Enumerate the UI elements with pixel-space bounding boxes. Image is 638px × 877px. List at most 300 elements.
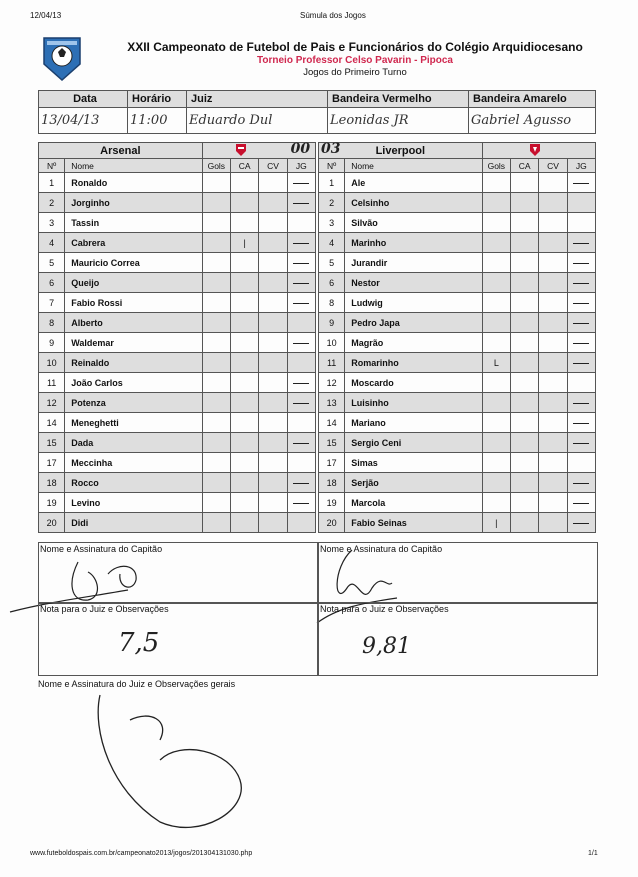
player-jg	[567, 173, 595, 193]
note-label-right: Nota para o Juiz e Observações	[320, 604, 449, 614]
jg-mark	[573, 243, 589, 244]
player-goals	[482, 193, 510, 213]
jg-mark	[573, 403, 589, 404]
player-row	[319, 253, 596, 273]
player-name: Tassin	[65, 213, 202, 233]
player-ca	[510, 413, 538, 433]
player-name: Queijo	[65, 273, 202, 293]
player-name: Jurandir	[345, 253, 482, 273]
player-jg	[287, 373, 315, 393]
player-name: Potenza	[65, 393, 202, 413]
jg-mark	[293, 283, 309, 284]
player-goals	[482, 413, 510, 433]
player-ca	[510, 233, 538, 253]
jg-mark	[293, 403, 309, 404]
player-ca	[230, 393, 258, 413]
col-cv: CV	[539, 159, 567, 173]
player-number: 3	[39, 213, 65, 233]
player-number: 19	[39, 493, 65, 513]
jg-mark	[573, 503, 589, 504]
player-number: 8	[319, 293, 345, 313]
player-goals	[482, 313, 510, 333]
player-jg	[287, 413, 315, 433]
player-goals: |	[482, 513, 510, 533]
player-cv	[259, 193, 287, 213]
jg-mark	[573, 443, 589, 444]
player-number: 17	[319, 453, 345, 473]
player-ca	[230, 253, 258, 273]
player-jg	[287, 193, 315, 213]
judge-value: Eduardo Dul	[187, 108, 328, 134]
player-name: Cabrera	[65, 233, 202, 253]
col-goals: Gols	[482, 159, 510, 173]
player-row	[39, 233, 316, 253]
player-cv	[259, 353, 287, 373]
player-row	[39, 393, 316, 413]
player-jg	[287, 453, 315, 473]
team-right-crest-cell	[482, 143, 595, 159]
arsenal-crest-icon	[235, 143, 247, 160]
player-goals	[482, 253, 510, 273]
player-ca	[230, 213, 258, 233]
player-jg	[567, 453, 595, 473]
player-ca	[230, 513, 258, 533]
player-cv	[539, 233, 567, 253]
col-ca: CA	[510, 159, 538, 173]
player-row	[39, 453, 316, 473]
jg-mark	[573, 483, 589, 484]
player-ca	[510, 253, 538, 273]
player-number: 15	[319, 433, 345, 453]
player-row	[319, 353, 596, 373]
player-ca	[510, 433, 538, 453]
time-value: 11:00	[128, 108, 187, 134]
player-jg	[287, 233, 315, 253]
print-date: 12/04/13	[30, 11, 62, 20]
player-name: Luisinho	[345, 393, 482, 413]
player-row	[39, 513, 316, 533]
player-number: 12	[39, 393, 65, 413]
player-goals	[202, 333, 230, 353]
col-goals: Gols	[202, 159, 230, 173]
player-name: Ronaldo	[65, 173, 202, 193]
player-goals	[202, 253, 230, 273]
player-row	[39, 253, 316, 273]
player-jg	[567, 513, 595, 533]
player-goals	[482, 393, 510, 413]
player-cv	[259, 393, 287, 413]
player-cv	[539, 413, 567, 433]
match-info-table	[38, 90, 596, 134]
player-ca	[510, 473, 538, 493]
player-jg	[567, 433, 595, 453]
player-cv	[259, 293, 287, 313]
player-cv	[539, 313, 567, 333]
player-number: 5	[319, 253, 345, 273]
player-number: 18	[319, 473, 345, 493]
player-row	[319, 233, 596, 253]
player-goals	[202, 453, 230, 473]
player-jg	[567, 393, 595, 413]
note-label-left: Nota para o Juiz e Observações	[40, 604, 169, 614]
jg-mark	[293, 483, 309, 484]
player-ca	[510, 213, 538, 233]
player-ca	[510, 353, 538, 373]
page-number: 1/1	[588, 850, 598, 857]
round-label: Jogos do Primeiro Turno	[303, 67, 407, 78]
player-number: 1	[39, 173, 65, 193]
player-name: Meccinha	[65, 453, 202, 473]
player-ca	[230, 273, 258, 293]
player-ca	[230, 493, 258, 513]
player-name: Ludwig	[345, 293, 482, 313]
player-row	[39, 473, 316, 493]
player-ca	[510, 393, 538, 413]
player-jg	[567, 253, 595, 273]
jg-mark	[293, 503, 309, 504]
player-number: 11	[319, 353, 345, 373]
jg-mark	[293, 243, 309, 244]
player-name: Mauricio Correa	[65, 253, 202, 273]
player-goals	[202, 273, 230, 293]
player-jg	[567, 213, 595, 233]
player-row	[319, 453, 596, 473]
col-cv: CV	[259, 159, 287, 173]
player-cv	[539, 253, 567, 273]
player-number: 12	[319, 373, 345, 393]
player-jg	[287, 353, 315, 373]
player-number: 1	[319, 173, 345, 193]
jg-mark	[573, 323, 589, 324]
player-ca	[230, 373, 258, 393]
player-jg	[287, 213, 315, 233]
player-cv	[539, 373, 567, 393]
yellow-flag-value: Gabriel Agusso	[469, 108, 596, 134]
player-name: Jorginho	[65, 193, 202, 213]
player-name: Moscardo	[345, 373, 482, 393]
jg-mark	[293, 343, 309, 344]
player-cv	[259, 173, 287, 193]
player-cv	[259, 233, 287, 253]
player-row	[39, 273, 316, 293]
jg-mark	[573, 183, 589, 184]
note-left-value: 7,5	[118, 628, 160, 658]
print-doc-title: Súmula dos Jogos	[300, 11, 366, 20]
player-name: João Carlos	[65, 373, 202, 393]
jg-mark	[573, 263, 589, 264]
player-goals	[202, 373, 230, 393]
player-cv	[539, 393, 567, 413]
player-goals	[202, 513, 230, 533]
player-row	[319, 433, 596, 453]
red-flag-value: Leonidas JR	[328, 108, 469, 134]
player-cv	[539, 513, 567, 533]
date-value: 13/04/13	[39, 108, 128, 134]
player-cv	[259, 213, 287, 233]
player-row	[39, 173, 316, 193]
date-label: Data	[39, 91, 128, 108]
player-goals	[482, 233, 510, 253]
player-goals	[482, 493, 510, 513]
player-name: Fabio Seinas	[345, 513, 482, 533]
jg-mark	[573, 303, 589, 304]
score-left: 00	[290, 141, 311, 157]
player-name: Marcola	[345, 493, 482, 513]
player-goals	[482, 213, 510, 233]
player-number: 8	[39, 313, 65, 333]
player-name: Waldemar	[65, 333, 202, 353]
player-jg	[567, 353, 595, 373]
player-name: Nestor	[345, 273, 482, 293]
player-ca	[230, 413, 258, 433]
player-jg	[287, 313, 315, 333]
player-number: 2	[319, 193, 345, 213]
player-cv	[539, 193, 567, 213]
col-ca: CA	[230, 159, 258, 173]
player-goals	[482, 293, 510, 313]
player-jg	[567, 333, 595, 353]
player-name: Ale	[345, 173, 482, 193]
player-name: Romarinho	[345, 353, 482, 373]
player-row	[39, 293, 316, 313]
player-goals	[202, 473, 230, 493]
jg-mark	[293, 183, 309, 184]
player-goals	[482, 273, 510, 293]
player-number: 7	[39, 293, 65, 313]
player-goals	[202, 433, 230, 453]
judge-signature	[90, 690, 260, 835]
player-ca	[510, 373, 538, 393]
player-number: 19	[319, 493, 345, 513]
player-cv	[539, 473, 567, 493]
player-name: Serjão	[345, 473, 482, 493]
player-cv	[539, 213, 567, 233]
player-goals	[482, 473, 510, 493]
captain-label-left: Nome e Assinatura do Capitão	[40, 544, 163, 554]
team-right-name: Liverpool	[375, 144, 426, 157]
player-number: 18	[39, 473, 65, 493]
tournament-title: XXII Campeonato de Futebol de Pais e Funcionários do Colégio Arquidiocesano	[127, 40, 583, 54]
player-row	[319, 333, 596, 353]
player-row	[39, 313, 316, 333]
player-ca	[510, 193, 538, 213]
player-ca	[510, 333, 538, 353]
player-jg	[567, 373, 595, 393]
player-name: Dada	[65, 433, 202, 453]
player-row	[319, 273, 596, 293]
player-ca: |	[230, 233, 258, 253]
player-goals	[482, 173, 510, 193]
player-goals	[482, 333, 510, 353]
note-right-value: 9,81	[362, 634, 411, 659]
player-number: 5	[39, 253, 65, 273]
player-number: 10	[319, 333, 345, 353]
player-ca	[510, 173, 538, 193]
player-row	[319, 493, 596, 513]
player-number: 14	[319, 413, 345, 433]
jg-mark	[573, 343, 589, 344]
player-name: Sergio Ceni	[345, 433, 482, 453]
player-number: 4	[39, 233, 65, 253]
player-row	[39, 433, 316, 453]
player-jg	[567, 293, 595, 313]
player-row	[319, 293, 596, 313]
player-number: 9	[39, 333, 65, 353]
player-row	[319, 373, 596, 393]
jg-mark	[293, 263, 309, 264]
player-row	[39, 493, 316, 513]
player-name: Magrão	[345, 333, 482, 353]
league-logo	[38, 34, 86, 82]
player-cv	[259, 273, 287, 293]
player-ca	[230, 173, 258, 193]
player-jg	[287, 253, 315, 273]
player-ca	[230, 453, 258, 473]
player-name: Celsinho	[345, 193, 482, 213]
player-name: Alberto	[65, 313, 202, 333]
player-row	[319, 313, 596, 333]
player-name: Didi	[65, 513, 202, 533]
player-jg	[567, 193, 595, 213]
jg-mark	[573, 363, 589, 364]
player-number: 3	[319, 213, 345, 233]
player-number: 10	[39, 353, 65, 373]
player-goals	[202, 413, 230, 433]
player-cv	[259, 333, 287, 353]
player-jg	[287, 513, 315, 533]
time-label: Horário	[128, 91, 187, 108]
player-cv	[259, 453, 287, 473]
player-ca	[230, 433, 258, 453]
player-jg	[287, 393, 315, 413]
player-number: 11	[39, 373, 65, 393]
player-number: 6	[39, 273, 65, 293]
player-number: 20	[39, 513, 65, 533]
footer-url: www.futeboldospais.com.br/campeonato2013/jogos/201304131030.php	[30, 850, 253, 857]
jg-mark	[293, 383, 309, 384]
player-cv	[259, 253, 287, 273]
jg-mark	[293, 303, 309, 304]
tournament-subtitle: Torneio Professor Celso Pavarin - Pipoca	[257, 55, 453, 66]
captain-label-right: Nome e Assinatura do Capitão	[320, 544, 443, 554]
col-jg: JG	[567, 159, 595, 173]
player-goals	[202, 193, 230, 213]
player-ca	[510, 513, 538, 533]
player-name: Levino	[65, 493, 202, 513]
player-goals	[202, 353, 230, 373]
player-cv	[539, 173, 567, 193]
judge-signature-label: Nome e Assinatura do Juiz e Observações gerais	[38, 679, 236, 689]
team-left-header-cell	[202, 143, 315, 159]
player-cv	[259, 513, 287, 533]
col-name: Nome	[345, 159, 482, 173]
player-goals: L	[482, 353, 510, 373]
player-goals	[482, 373, 510, 393]
player-jg	[287, 473, 315, 493]
player-jg	[287, 333, 315, 353]
player-row	[39, 213, 316, 233]
team-left-table	[38, 142, 316, 533]
player-name: Simas	[345, 453, 482, 473]
col-num: Nº	[319, 159, 345, 173]
player-cv	[539, 273, 567, 293]
col-name: Nome	[65, 159, 202, 173]
player-cv	[259, 313, 287, 333]
player-jg	[287, 433, 315, 453]
player-jg	[287, 173, 315, 193]
player-goals	[202, 313, 230, 333]
player-row	[39, 193, 316, 213]
player-name: Mariano	[345, 413, 482, 433]
player-cv	[259, 373, 287, 393]
player-goals	[482, 453, 510, 473]
player-number: 4	[319, 233, 345, 253]
player-cv	[539, 353, 567, 373]
player-goals	[202, 493, 230, 513]
player-number: 15	[39, 433, 65, 453]
player-number: 20	[319, 513, 345, 533]
judge-label: Juiz	[187, 91, 328, 108]
player-jg	[287, 493, 315, 513]
player-ca	[510, 453, 538, 473]
player-row	[319, 473, 596, 493]
player-row	[39, 413, 316, 433]
player-row	[319, 193, 596, 213]
player-goals	[482, 433, 510, 453]
player-cv	[539, 333, 567, 353]
player-jg	[567, 313, 595, 333]
player-number: 6	[319, 273, 345, 293]
player-row	[39, 333, 316, 353]
player-name: Meneghetti	[65, 413, 202, 433]
player-row	[319, 173, 596, 193]
team-right-table	[318, 142, 596, 533]
player-name: Silvão	[345, 213, 482, 233]
player-number: 2	[39, 193, 65, 213]
player-goals	[202, 293, 230, 313]
team-left-name: Arsenal	[39, 143, 203, 159]
player-cv	[259, 413, 287, 433]
player-number: 13	[319, 393, 345, 413]
player-row	[319, 513, 596, 533]
player-ca	[230, 353, 258, 373]
player-name: Reinaldo	[65, 353, 202, 373]
player-name: Rocco	[65, 473, 202, 493]
player-ca	[510, 493, 538, 513]
player-ca	[230, 473, 258, 493]
player-goals	[202, 393, 230, 413]
player-cv	[539, 433, 567, 453]
player-name: Fabio Rossi	[65, 293, 202, 313]
jg-mark	[293, 443, 309, 444]
player-row	[319, 413, 596, 433]
player-ca	[230, 193, 258, 213]
player-ca	[510, 273, 538, 293]
player-name: Pedro Japa	[345, 313, 482, 333]
yellow-flag-label: Bandeira Amarelo	[469, 91, 596, 108]
player-jg	[567, 473, 595, 493]
score-right: 03	[321, 141, 341, 157]
player-name: Marinho	[345, 233, 482, 253]
player-row	[319, 393, 596, 413]
jg-mark	[573, 523, 589, 524]
jg-mark	[293, 203, 309, 204]
player-jg	[567, 413, 595, 433]
player-jg	[567, 493, 595, 513]
jg-mark	[573, 423, 589, 424]
player-number: 9	[319, 313, 345, 333]
team-right-header-cell	[319, 143, 483, 159]
